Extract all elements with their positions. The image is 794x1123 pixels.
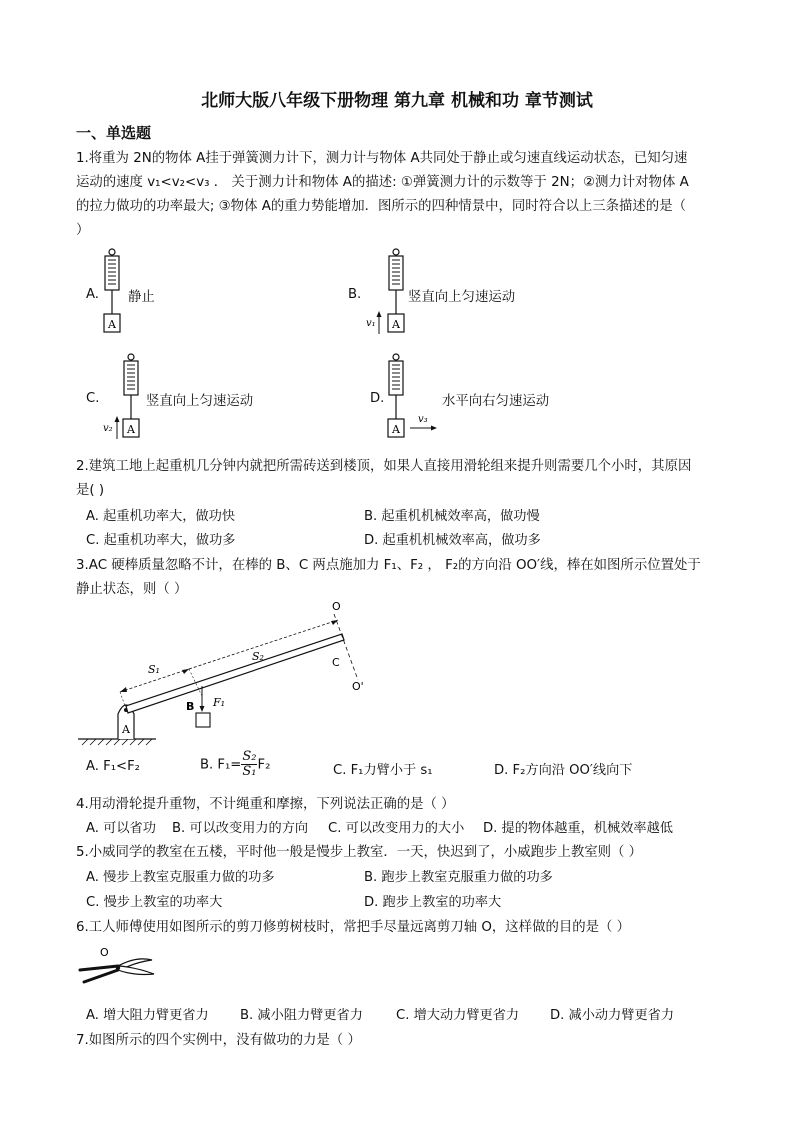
block-label-a: A (108, 318, 116, 331)
q6-option-d: D. 减小动力臂更省力 (550, 1008, 675, 1023)
q1-option-d-text: 水平向右匀速运动 (442, 394, 550, 409)
q2-option-b: B. 起重机机械效率高，做功慢 (364, 509, 540, 524)
q1-option-b-letter: B. (348, 287, 362, 302)
spring-scale-figure-c (103, 353, 163, 443)
q3-option-d: D. F₂方向沿 OO′线向下 (494, 763, 633, 778)
spring-scale-figure-d (378, 353, 448, 443)
b-label: B (186, 700, 195, 713)
q5-option-b: B. 跑步上教室克服重力做的功多 (364, 870, 553, 885)
q1-option-a-text: 静止 (128, 290, 155, 305)
velocity-label-b: v₁ (366, 318, 376, 329)
scissors-pivot-label: O (100, 946, 109, 959)
q3-option-b-numerator: S₂ (242, 749, 257, 764)
q1-line-2: 运动的速度 v₁<v₂<v₃ ． 关于测力计和物体 A的描述: ①弹簧测力计的示数等于 2N；②测力计对物体 A (76, 175, 689, 190)
q6-line: 6.工人师傅使用如图所示的剪刀修剪树枝时，常把手尽量远离剪刀轴 O，这样做的目的是（ ） (76, 920, 631, 935)
q3-option-b-prefix: B. F₁= (200, 757, 242, 773)
q4-option-d: D. 提的物体越重，机械效率越低 (483, 821, 673, 836)
f1-label: F₁ (213, 696, 226, 709)
q3-option-b-suffix: F₂ (257, 757, 271, 773)
block-label-c: A (127, 423, 135, 436)
q6-option-a: A. 增大阻力臂更省力 (86, 1008, 209, 1023)
q4-option-b: B. 可以改变用力的方向 (172, 821, 309, 836)
q2-option-a: A. 起重机功率大，做功快 (86, 509, 236, 524)
spring-scale-figure-a (95, 248, 135, 338)
c-label: C (332, 656, 340, 669)
q1-option-d-letter: D. (370, 391, 385, 406)
q1-line-3: 的拉力做功的功率最大; ③物体 A的重力势能增加．图所示的四种情景中，同时符合以上三条描述的是（ (76, 199, 686, 214)
o-label: O (332, 600, 341, 613)
q7-line: 7.如图所示的四个实例中，没有做功的力是（ ） (76, 1033, 361, 1048)
q6-option-c: C. 增大动力臂更省力 (396, 1008, 520, 1023)
a-label: A (122, 723, 130, 736)
q3-option-b-fraction (241, 750, 257, 779)
q2-line-1: 2.建筑工地上起重机几分钟内就把所需砖送到楼顶，如果人直接用滑轮组来提升则需要几个小时，其原因 (76, 459, 692, 474)
velocity-label-d: v₃ (418, 414, 428, 425)
scissors-figure (78, 944, 168, 994)
o-prime-label: O' (352, 680, 364, 693)
q2-option-d: D. 起重机机械效率高，做功多 (364, 533, 541, 548)
q5-line: 5.小威同学的教室在五楼，平时他一般是慢步上教室．一天，快迟到了，小威跑步上教室则（ ） (76, 845, 643, 860)
q1-option-b-text: 竖直向上匀速运动 (408, 290, 516, 305)
q3-option-c: C. F₁力臂小于 s₁ (333, 763, 433, 778)
q1-option-c-letter: C. (86, 391, 100, 406)
q3-option-b-denominator: S₁ (242, 764, 257, 779)
s2-label: S₂ (252, 650, 264, 663)
q1-line-4: ） (76, 223, 90, 238)
q3-line-1: 3.AC 硬棒质量忽略不计，在棒的 B、C 两点施加力 F₁、F₂ ， F₂的方向沿 OO′线，棒在如图所示位置处于 (76, 558, 701, 573)
page-title: 北师大版八年级下册物理 第九章 机械和功 章节测试 (201, 91, 593, 111)
block-label-b: A (392, 318, 400, 331)
velocity-label-c: v₂ (103, 423, 113, 434)
q3-line-2: 静止状态，则（ ） (76, 582, 188, 597)
q5-option-d: D. 跑步上教室的功率大 (364, 895, 502, 910)
lever-figure (76, 596, 396, 746)
s1-label: S₁ (148, 663, 160, 676)
q1-option-c-text: 竖直向上匀速运动 (146, 394, 254, 409)
q5-option-c: C. 慢步上教室的功率大 (86, 895, 223, 910)
q1-option-a-letter: A. (86, 287, 99, 302)
spring-scale-figure-b (365, 248, 425, 338)
q6-option-b: B. 减小阻力臂更省力 (240, 1008, 363, 1023)
q3-option-a: A. F₁<F₂ (86, 759, 140, 774)
q3-option-b (200, 750, 270, 779)
q4-option-a: A. 可以省功 (86, 821, 156, 836)
block-label-d: A (392, 423, 400, 436)
q4-option-c: C. 可以改变用力的大小 (328, 821, 465, 836)
q5-option-a: A. 慢步上教室克服重力做的功多 (86, 870, 275, 885)
section-heading: 一、单选题 (76, 124, 152, 142)
q1-line-1: 1.将重为 2N的物体 A挂于弹簧测力计下，测力计与物体 A共同处于静止或匀速直线运动状态，已知匀速 (76, 151, 688, 166)
q2-option-c: C. 起重机功率大，做功多 (86, 533, 236, 548)
q4-line: 4.用动滑轮提升重物，不计绳重和摩擦，下列说法正确的是（ ） (76, 797, 455, 812)
q2-line-2: 是( ) (76, 483, 105, 498)
